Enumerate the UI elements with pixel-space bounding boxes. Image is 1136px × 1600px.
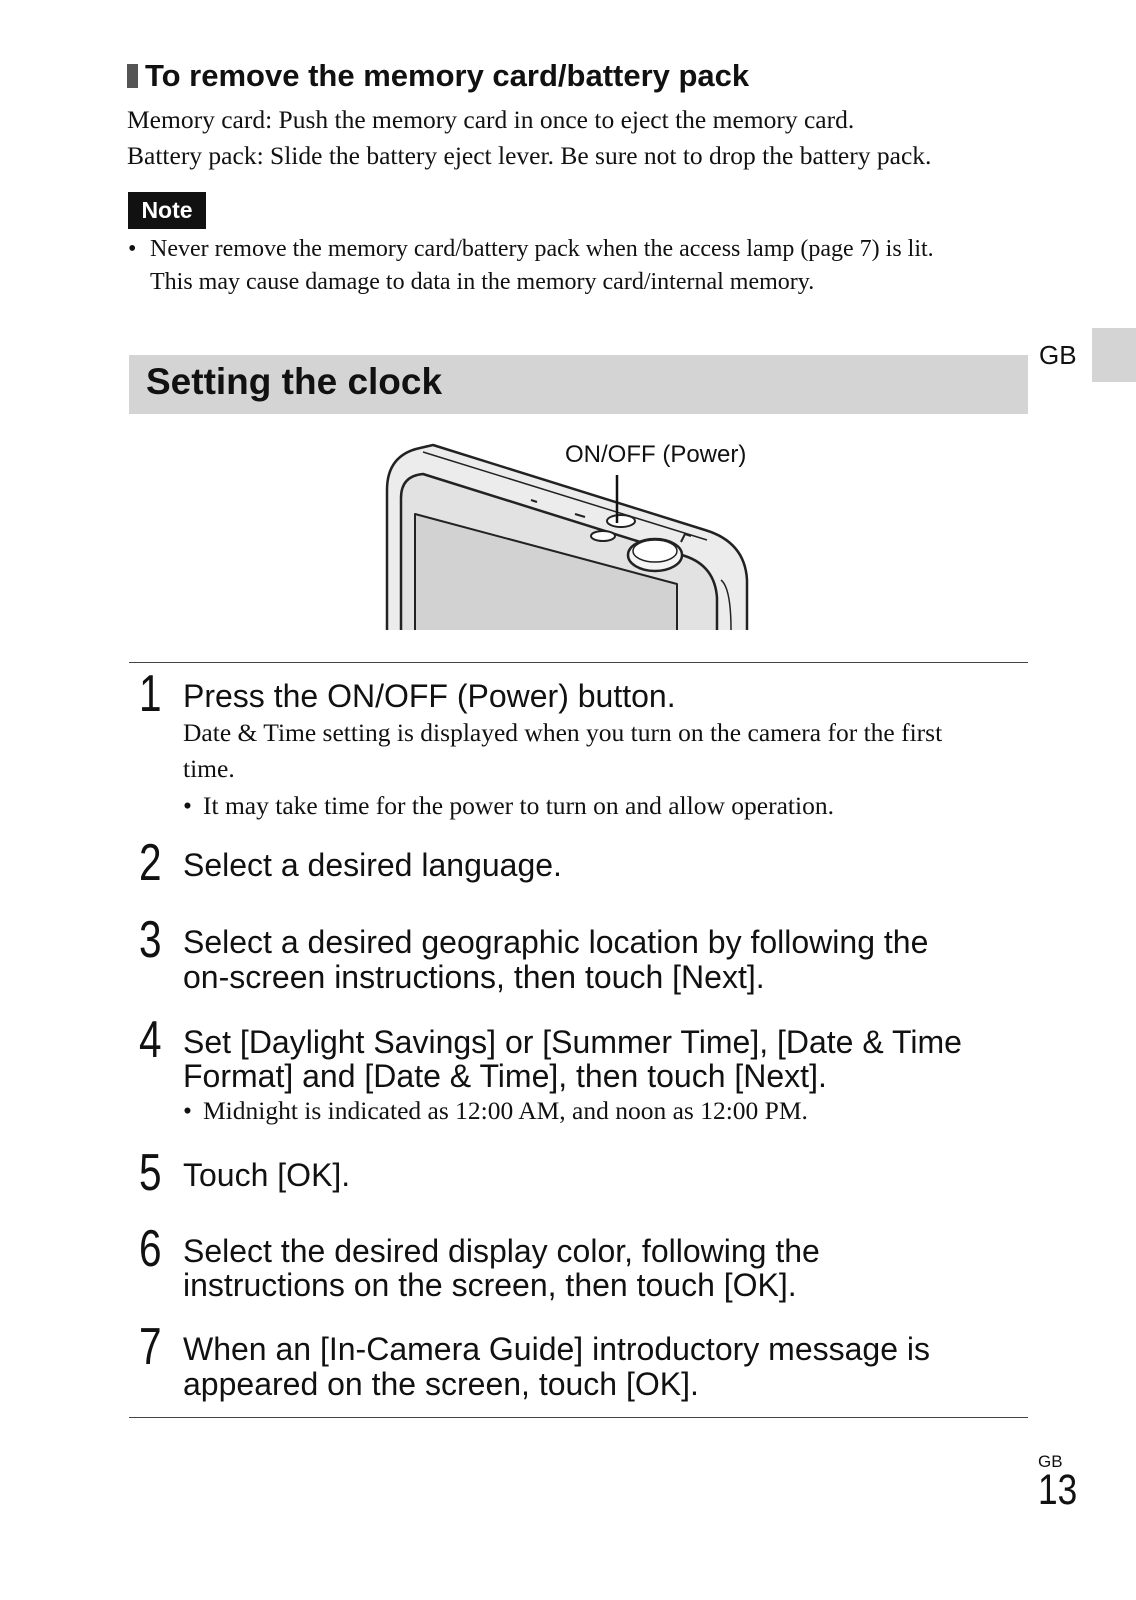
remove-heading-text: To remove the memory card/battery pack (145, 58, 750, 93)
side-region-label: GB (1039, 340, 1077, 370)
step-4-bullet-text: Midnight is indicated as 12:00 AM, and noon as 12:00 PM. (203, 1096, 808, 1125)
heading-square-icon (127, 64, 138, 88)
step-2-title: Select a desired language. (183, 847, 562, 883)
step-6-number: 6 (139, 1220, 162, 1278)
step-5-number: 5 (139, 1144, 162, 1202)
power-callout-label: ON/OFF (Power) (565, 441, 747, 468)
step-3-title-line-2: on-screen instructions, then touch [Next]. (183, 959, 765, 995)
steps-bottom-rule (129, 1417, 1028, 1418)
note-line-1: Never remove the memory card/battery pack when the access lamp (page 7) is lit. (150, 236, 934, 262)
step-1-text-line-2: time. (183, 754, 235, 783)
step-7-number: 7 (139, 1318, 162, 1376)
footer-region-label: GB (1038, 1452, 1063, 1471)
note-line-2: This may cause damage to data in the memory card/internal memory. (150, 269, 815, 295)
section-title: Setting the clock (146, 361, 443, 402)
step-6-title-line-1: Select the desired display color, following the (183, 1233, 820, 1269)
step-1-title: Press the ON/OFF (Power) button. (183, 678, 676, 714)
step-7-title-line-2: appeared on the screen, touch [OK]. (183, 1366, 699, 1402)
step-3-title-line-1: Select a desired geographic location by following the (183, 924, 929, 960)
camera-illustration (385, 430, 765, 632)
memory-card-instruction: Memory card: Push the memory card in once to eject the memory card. (127, 105, 855, 134)
side-tab (1092, 328, 1136, 382)
steps-top-rule (129, 662, 1028, 663)
page-number: 13 (1038, 1466, 1078, 1514)
step-5-title: Touch [OK]. (183, 1157, 351, 1193)
step-4-title-line-2: Format] and [Date & Time], then touch [Next]. (183, 1058, 827, 1094)
step-4-bullet: • Midnight is indicated as 12:00 AM, and noon as 12:00 PM. (183, 1096, 808, 1125)
step-1-text-line-1: Date & Time setting is displayed when you turn on the camera for the first (183, 718, 943, 747)
step-1-number: 1 (139, 665, 162, 723)
step-4-number: 4 (139, 1011, 162, 1069)
battery-pack-instruction: Battery pack: Slide the battery eject lever. Be sure not to drop the battery pack. (127, 141, 932, 170)
step-1-bullet: • It may take time for the power to turn on and allow operation. (183, 791, 834, 820)
step-7-title-line-1: When an [In-Camera Guide] introductory message is (183, 1331, 930, 1367)
step-4-title-line-1: Set [Daylight Savings] or [Summer Time], [Date & Time (183, 1024, 962, 1060)
remove-heading (127, 58, 749, 94)
step-6-title-line-2: instructions on the screen, then touch [OK]. (183, 1267, 797, 1303)
note-bullet: • (128, 236, 137, 262)
note-badge: Note (128, 192, 206, 229)
step-3-number: 3 (139, 911, 162, 969)
step-1-bullet-text: It may take time for the power to turn on and allow operation. (203, 791, 834, 820)
step-2-number: 2 (139, 834, 162, 892)
